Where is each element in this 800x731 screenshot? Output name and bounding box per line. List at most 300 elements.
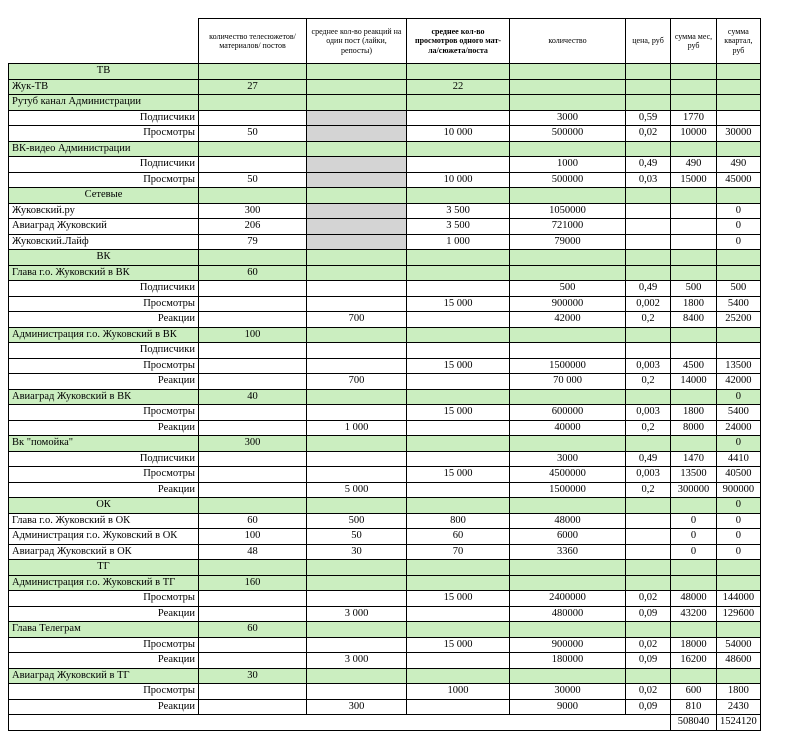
reactions-cell — [307, 684, 407, 700]
row-label: Авиаград Жуковский в ТГ — [9, 668, 199, 684]
table-row — [9, 203, 761, 219]
quarter-sum-cell — [717, 64, 761, 80]
quantity-cell — [510, 498, 626, 514]
quarter-sum-cell: 1800 — [717, 684, 761, 700]
quantity-cell: 3000 — [510, 451, 626, 467]
views-cell: 3 500 — [407, 203, 510, 219]
quantity-cell: 3360 — [510, 544, 626, 560]
month-sum-cell: 8400 — [671, 312, 717, 328]
price-cell: 0,02 — [626, 684, 671, 700]
quarter-sum-cell: 0 — [717, 436, 761, 452]
table-row — [9, 281, 761, 297]
row-label: Глава г.о. Жуковский в ВК — [9, 265, 199, 281]
quarter-sum-cell: 40500 — [717, 467, 761, 483]
price-cell — [626, 250, 671, 266]
month-sum-cell: 1800 — [671, 405, 717, 421]
views-cell — [407, 498, 510, 514]
row-label: Рутуб канал Администрации — [9, 95, 199, 111]
quarter-sum-cell: 900000 — [717, 482, 761, 498]
reactions-cell — [307, 64, 407, 80]
quarter-sum-cell — [717, 560, 761, 576]
reactions-cell — [307, 203, 407, 219]
posts-cell: 50 — [199, 172, 307, 188]
header-row — [9, 19, 761, 64]
views-cell: 10 000 — [407, 172, 510, 188]
row-label: Авиаград Жуковский — [9, 219, 199, 235]
price-cell — [626, 64, 671, 80]
views-cell — [407, 451, 510, 467]
reactions-cell: 5 000 — [307, 482, 407, 498]
price-cell: 0,002 — [626, 296, 671, 312]
table-row — [9, 296, 761, 312]
quarter-sum-cell — [717, 141, 761, 157]
totals-spacer — [9, 715, 671, 731]
posts-cell — [199, 157, 307, 173]
total-month: 508040 — [671, 715, 717, 731]
totals-row — [9, 715, 761, 731]
quarter-sum-cell — [717, 95, 761, 111]
quantity-cell: 4500000 — [510, 467, 626, 483]
header-avg-reactions: среднее кол-во реакций на один пост (лайки, репосты) — [307, 19, 407, 64]
views-cell — [407, 265, 510, 281]
month-sum-cell: 8000 — [671, 420, 717, 436]
price-cell — [626, 498, 671, 514]
quantity-cell — [510, 668, 626, 684]
reactions-cell — [307, 126, 407, 142]
month-sum-cell: 0 — [671, 529, 717, 545]
table-row — [9, 529, 761, 545]
posts-cell: 300 — [199, 203, 307, 219]
quarter-sum-cell — [717, 188, 761, 204]
table-row — [9, 389, 761, 405]
views-cell: 22 — [407, 79, 510, 95]
reactions-cell — [307, 234, 407, 250]
posts-cell — [199, 343, 307, 359]
table-row — [9, 234, 761, 250]
reactions-cell — [307, 296, 407, 312]
quarter-sum-cell: 0 — [717, 498, 761, 514]
quarter-sum-cell: 5400 — [717, 405, 761, 421]
views-cell — [407, 653, 510, 669]
price-cell — [626, 327, 671, 343]
month-sum-cell — [671, 79, 717, 95]
reactions-cell — [307, 265, 407, 281]
views-cell — [407, 327, 510, 343]
price-cell: 0,03 — [626, 172, 671, 188]
section-header-row — [9, 498, 761, 514]
quantity-cell: 600000 — [510, 405, 626, 421]
reactions-cell — [307, 498, 407, 514]
quarter-sum-cell — [717, 110, 761, 126]
header-price: цена, руб — [626, 19, 671, 64]
row-label: Просмотры — [9, 684, 199, 700]
quantity-cell — [510, 265, 626, 281]
quantity-cell: 1050000 — [510, 203, 626, 219]
posts-cell — [199, 420, 307, 436]
price-cell: 0,02 — [626, 126, 671, 142]
quantity-cell — [510, 250, 626, 266]
views-cell: 15 000 — [407, 358, 510, 374]
table-row — [9, 79, 761, 95]
posts-cell — [199, 64, 307, 80]
row-label: Просмотры — [9, 296, 199, 312]
reactions-cell — [307, 219, 407, 235]
quantity-cell — [510, 95, 626, 111]
views-cell — [407, 141, 510, 157]
table-row — [9, 312, 761, 328]
views-cell — [407, 606, 510, 622]
month-sum-cell: 0 — [671, 513, 717, 529]
table-row — [9, 653, 761, 669]
quantity-cell: 1500000 — [510, 358, 626, 374]
table-row — [9, 327, 761, 343]
posts-cell — [199, 560, 307, 576]
price-cell — [626, 389, 671, 405]
reactions-cell: 1 000 — [307, 420, 407, 436]
reactions-cell: 30 — [307, 544, 407, 560]
quarter-sum-cell — [717, 622, 761, 638]
row-label: Сетевые — [9, 188, 199, 204]
month-sum-cell — [671, 203, 717, 219]
posts-cell — [199, 482, 307, 498]
price-cell: 0,003 — [626, 405, 671, 421]
posts-cell: 100 — [199, 529, 307, 545]
table-row — [9, 699, 761, 715]
row-label: Подписчики — [9, 281, 199, 297]
table-row — [9, 157, 761, 173]
posts-cell — [199, 498, 307, 514]
row-label: ОК — [9, 498, 199, 514]
table-row — [9, 575, 761, 591]
views-cell — [407, 95, 510, 111]
posts-cell — [199, 653, 307, 669]
header-quantity: количество — [510, 19, 626, 64]
reactions-cell — [307, 622, 407, 638]
quarter-sum-cell: 0 — [717, 203, 761, 219]
table-row — [9, 622, 761, 638]
month-sum-cell — [671, 575, 717, 591]
month-sum-cell — [671, 219, 717, 235]
price-cell: 0,2 — [626, 374, 671, 390]
quantity-cell — [510, 188, 626, 204]
month-sum-cell: 490 — [671, 157, 717, 173]
posts-cell — [199, 281, 307, 297]
price-cell: 0,2 — [626, 312, 671, 328]
price-cell: 0,49 — [626, 157, 671, 173]
month-sum-cell — [671, 141, 717, 157]
reactions-cell — [307, 467, 407, 483]
row-label: Подписчики — [9, 110, 199, 126]
views-cell: 1 000 — [407, 234, 510, 250]
reactions-cell — [307, 95, 407, 111]
row-label: Просмотры — [9, 637, 199, 653]
views-cell — [407, 560, 510, 576]
posts-cell — [199, 684, 307, 700]
reactions-cell — [307, 560, 407, 576]
quantity-cell: 180000 — [510, 653, 626, 669]
quarter-sum-cell: 129600 — [717, 606, 761, 622]
views-cell — [407, 374, 510, 390]
views-cell — [407, 482, 510, 498]
month-sum-cell — [671, 234, 717, 250]
table-row — [9, 684, 761, 700]
table-row — [9, 637, 761, 653]
row-label: Подписчики — [9, 451, 199, 467]
price-cell: 0,09 — [626, 653, 671, 669]
month-sum-cell: 15000 — [671, 172, 717, 188]
reactions-cell — [307, 188, 407, 204]
quarter-sum-cell — [717, 79, 761, 95]
month-sum-cell: 48000 — [671, 591, 717, 607]
price-cell — [626, 436, 671, 452]
row-label: Администрация г.о. Жуковский в ТГ — [9, 575, 199, 591]
posts-cell — [199, 312, 307, 328]
posts-cell: 30 — [199, 668, 307, 684]
posts-cell: 27 — [199, 79, 307, 95]
quantity-cell: 3000 — [510, 110, 626, 126]
price-cell — [626, 265, 671, 281]
views-cell — [407, 622, 510, 638]
total-quarter: 1524120 — [717, 715, 761, 731]
table-row — [9, 436, 761, 452]
row-label: Просмотры — [9, 126, 199, 142]
month-sum-cell — [671, 343, 717, 359]
row-label: Авиаград Жуковский в ВК — [9, 389, 199, 405]
quantity-cell: 40000 — [510, 420, 626, 436]
reactions-cell — [307, 405, 407, 421]
quantity-cell: 900000 — [510, 637, 626, 653]
quantity-cell: 48000 — [510, 513, 626, 529]
section-header-row — [9, 188, 761, 204]
reactions-cell — [307, 575, 407, 591]
row-label: Авиаград Жуковский в ОК — [9, 544, 199, 560]
quarter-sum-cell: 144000 — [717, 591, 761, 607]
posts-cell — [199, 606, 307, 622]
posts-cell — [199, 451, 307, 467]
views-cell — [407, 389, 510, 405]
header-quarter-sum: сумма квартал, руб — [717, 19, 761, 64]
posts-cell: 100 — [199, 327, 307, 343]
section-header-row — [9, 560, 761, 576]
quantity-cell: 1000 — [510, 157, 626, 173]
quantity-cell — [510, 327, 626, 343]
row-label: Реакции — [9, 606, 199, 622]
row-label: Просмотры — [9, 405, 199, 421]
month-sum-cell: 300000 — [671, 482, 717, 498]
reactions-cell: 500 — [307, 513, 407, 529]
quantity-cell: 900000 — [510, 296, 626, 312]
price-cell — [626, 529, 671, 545]
month-sum-cell: 16200 — [671, 653, 717, 669]
row-label: Просмотры — [9, 172, 199, 188]
row-label: Реакции — [9, 482, 199, 498]
reactions-cell — [307, 172, 407, 188]
price-cell: 0,003 — [626, 358, 671, 374]
price-cell — [626, 668, 671, 684]
month-sum-cell — [671, 498, 717, 514]
month-sum-cell — [671, 95, 717, 111]
posts-cell: 48 — [199, 544, 307, 560]
price-cell — [626, 560, 671, 576]
posts-cell: 300 — [199, 436, 307, 452]
month-sum-cell: 43200 — [671, 606, 717, 622]
quantity-cell: 2400000 — [510, 591, 626, 607]
month-sum-cell — [671, 668, 717, 684]
quarter-sum-cell: 0 — [717, 219, 761, 235]
posts-cell — [199, 188, 307, 204]
views-cell: 800 — [407, 513, 510, 529]
quantity-cell — [510, 436, 626, 452]
reactions-cell — [307, 327, 407, 343]
row-label: Глава Телеграм — [9, 622, 199, 638]
quarter-sum-cell: 30000 — [717, 126, 761, 142]
quarter-sum-cell: 0 — [717, 513, 761, 529]
reactions-cell: 700 — [307, 374, 407, 390]
row-label: ВК-видео Администрации — [9, 141, 199, 157]
views-cell — [407, 343, 510, 359]
price-cell — [626, 544, 671, 560]
price-cell — [626, 513, 671, 529]
reactions-cell — [307, 389, 407, 405]
quarter-sum-cell: 45000 — [717, 172, 761, 188]
header-corner — [9, 19, 199, 64]
quantity-cell: 1500000 — [510, 482, 626, 498]
views-cell: 15 000 — [407, 296, 510, 312]
quantity-cell: 6000 — [510, 529, 626, 545]
price-cell — [626, 343, 671, 359]
month-sum-cell: 10000 — [671, 126, 717, 142]
reactions-cell — [307, 141, 407, 157]
month-sum-cell: 14000 — [671, 374, 717, 390]
price-cell: 0,49 — [626, 451, 671, 467]
table-row — [9, 374, 761, 390]
posts-cell — [199, 95, 307, 111]
month-sum-cell — [671, 64, 717, 80]
table-row — [9, 265, 761, 281]
month-sum-cell — [671, 250, 717, 266]
month-sum-cell: 0 — [671, 544, 717, 560]
table-row — [9, 513, 761, 529]
table-row — [9, 126, 761, 142]
reactions-cell — [307, 668, 407, 684]
table-row — [9, 451, 761, 467]
table-body — [9, 64, 761, 715]
row-label: Реакции — [9, 653, 199, 669]
posts-cell: 60 — [199, 622, 307, 638]
quantity-cell: 42000 — [510, 312, 626, 328]
quantity-cell — [510, 560, 626, 576]
quarter-sum-cell: 42000 — [717, 374, 761, 390]
row-label: Подписчики — [9, 343, 199, 359]
month-sum-cell: 810 — [671, 699, 717, 715]
views-cell — [407, 250, 510, 266]
quarter-sum-cell: 2430 — [717, 699, 761, 715]
price-cell: 0,09 — [626, 606, 671, 622]
table-row — [9, 343, 761, 359]
price-cell — [626, 79, 671, 95]
posts-cell — [199, 405, 307, 421]
posts-cell — [199, 637, 307, 653]
quarter-sum-cell: 54000 — [717, 637, 761, 653]
quantity-cell — [510, 575, 626, 591]
price-cell — [626, 188, 671, 204]
month-sum-cell: 600 — [671, 684, 717, 700]
posts-cell: 79 — [199, 234, 307, 250]
price-cell — [626, 141, 671, 157]
quantity-cell — [510, 79, 626, 95]
posts-cell — [199, 699, 307, 715]
quantity-cell — [510, 389, 626, 405]
row-label: Реакции — [9, 312, 199, 328]
reactions-cell: 50 — [307, 529, 407, 545]
quarter-sum-cell: 13500 — [717, 358, 761, 374]
month-sum-cell — [671, 188, 717, 204]
row-label: ТГ — [9, 560, 199, 576]
quarter-sum-cell — [717, 575, 761, 591]
reactions-cell — [307, 79, 407, 95]
quarter-sum-cell: 0 — [717, 544, 761, 560]
quarter-sum-cell — [717, 343, 761, 359]
reactions-cell — [307, 436, 407, 452]
reactions-cell — [307, 157, 407, 173]
table-row — [9, 110, 761, 126]
posts-cell — [199, 141, 307, 157]
quantity-cell: 480000 — [510, 606, 626, 622]
header-avg-views: среднее кол-во просмотров одного мат-ла/сюжета/поста — [407, 19, 510, 64]
table-row — [9, 405, 761, 421]
price-cell: 0,02 — [626, 591, 671, 607]
month-sum-cell — [671, 265, 717, 281]
table-row — [9, 591, 761, 607]
table-row — [9, 172, 761, 188]
quantity-cell — [510, 343, 626, 359]
quarter-sum-cell: 500 — [717, 281, 761, 297]
views-cell: 60 — [407, 529, 510, 545]
reactions-cell: 3 000 — [307, 653, 407, 669]
views-cell: 15 000 — [407, 405, 510, 421]
views-cell — [407, 668, 510, 684]
views-cell: 3 500 — [407, 219, 510, 235]
views-cell: 15 000 — [407, 637, 510, 653]
row-label: Реакции — [9, 699, 199, 715]
row-label: Просмотры — [9, 591, 199, 607]
month-sum-cell — [671, 436, 717, 452]
views-cell: 10 000 — [407, 126, 510, 142]
reactions-cell: 700 — [307, 312, 407, 328]
row-label: Просмотры — [9, 358, 199, 374]
table-row — [9, 467, 761, 483]
month-sum-cell: 1470 — [671, 451, 717, 467]
row-label: Просмотры — [9, 467, 199, 483]
table-row — [9, 482, 761, 498]
row-label: Администрация г.о. Жуковский в ОК — [9, 529, 199, 545]
posts-cell — [199, 467, 307, 483]
table-row — [9, 668, 761, 684]
row-label: Глава г.о. Жуковский в ОК — [9, 513, 199, 529]
reactions-cell — [307, 358, 407, 374]
price-cell — [626, 203, 671, 219]
header-posts-count: количество телесюжетов/ материалов/ постов — [199, 19, 307, 64]
views-cell — [407, 188, 510, 204]
posts-cell — [199, 358, 307, 374]
row-label: ВК — [9, 250, 199, 266]
reactions-cell — [307, 250, 407, 266]
quarter-sum-cell — [717, 668, 761, 684]
quantity-cell — [510, 622, 626, 638]
quantity-cell: 500 — [510, 281, 626, 297]
quantity-cell: 70 000 — [510, 374, 626, 390]
table-row — [9, 219, 761, 235]
